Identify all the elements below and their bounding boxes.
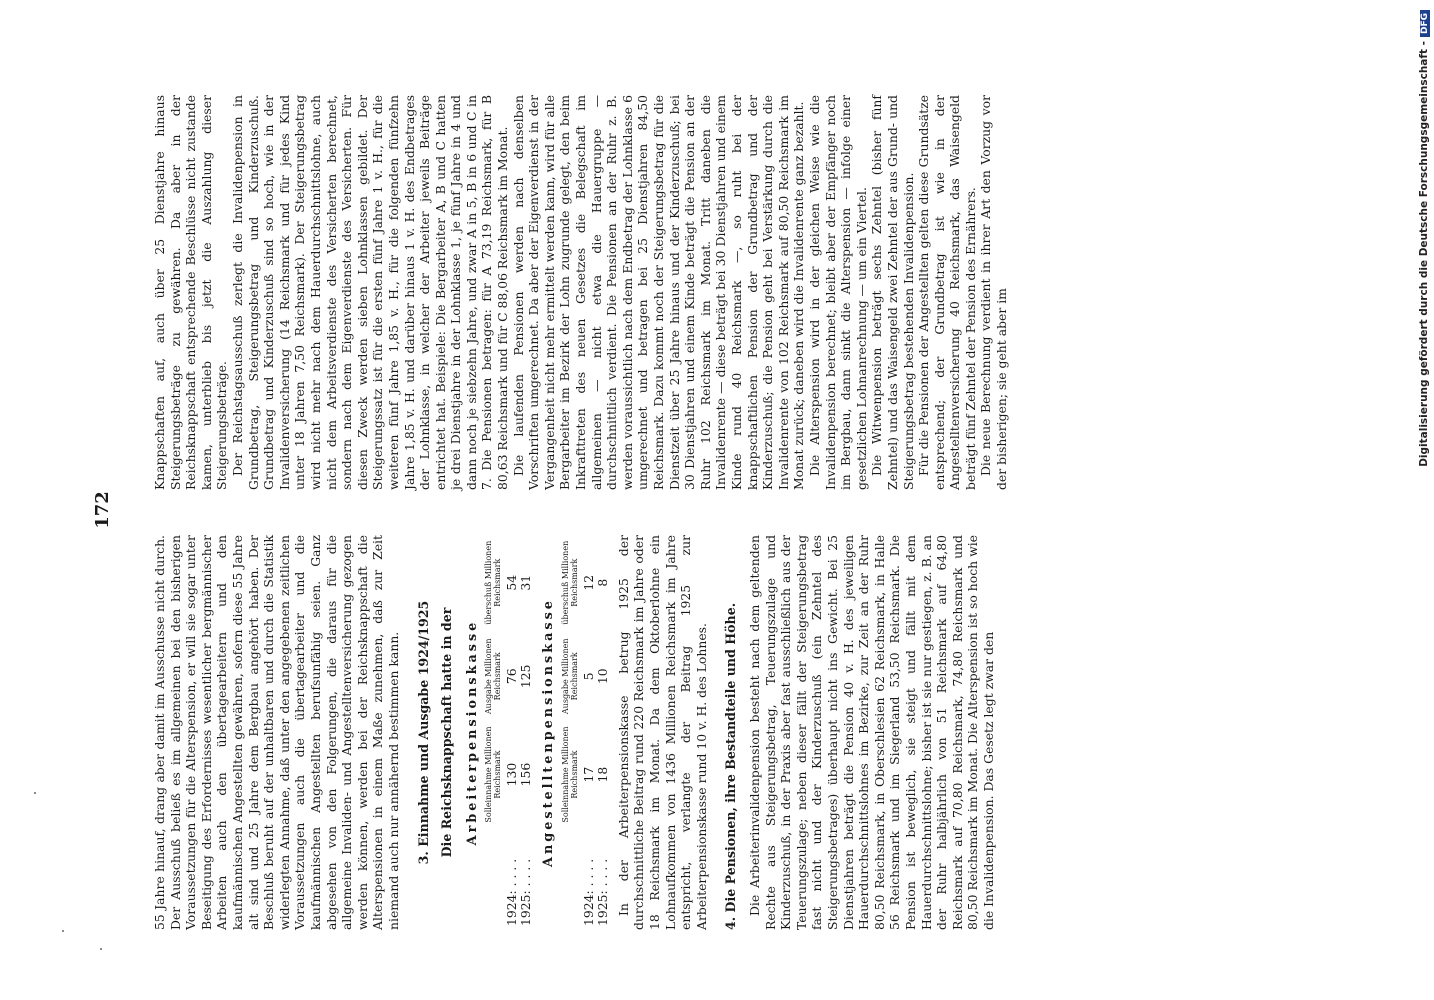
section-heading: 4. Die Pensionen, ihre Bestandteile und Höhe. bbox=[723, 602, 739, 930]
paragraph: Die Witwenpension beträgt sechs Zehntel (bisher fünf Zehntel) und das Waisengeld zwei Zehntel der aus Grund- und Steigerungsbetrag bestehenden Invalidenpension. bbox=[869, 95, 916, 490]
column-header: Solleinnahme Millionen Reichsmark bbox=[484, 726, 503, 823]
arbeiter-pensionskasse-table bbox=[484, 535, 533, 930]
scan-speck bbox=[62, 930, 64, 932]
column-header: überschuß Millionen Reichsmark bbox=[560, 540, 579, 625]
scan-credit-line bbox=[1418, 10, 1434, 990]
right-column bbox=[152, 95, 1010, 490]
paragraph: Der Reichstagsausschuß zerlegt die Invalidenpension in Grundbetrag, Steigerungsbetrag und Kinderzuschuß. Grundbetrag und Kinderzuschuß sind so hoch, wie in der Invalidenversicherung (14 Reichsmark und für jedes Kind unter 18 Jahren 7,50 Reichsmark). Der Steigerungsbetrag wird nicht mehr nach dem Hauerdurchschnittslohne, auch nicht dem Arbeitsverdienste des Versicherten berechnet, sondern nach dem Eigenverdienste des Versicherten. Für diesen Zweck werden sieben Lohnklassen gebildet. Der Steigerungssatz ist für die ersten fünf Jahre 1 v. H., für die weiteren fünf Jahre 1,85 v. H., für die folgenden fünfzehn Jahre 1,85 v. H. und darüber hinaus 1 v. H. des Endbetrages der Lohnklasse, in welcher der Arbeiter jeweils Beiträge entrichtet hat. Beispiele: Die Bergarbeiter A, B und C hatten je drei Dienstjahre in der Lohnklasse 1, je fünf Jahre in 4 und dann noch je siebzehn Jahre, und zwar A in 5, B in 6 und C in 7. Die Pensionen betragen: für A 73,19 Reichsmark, für B 80,63 Reichsmark und für C 88,06 Reichsmark im Monat. bbox=[229, 95, 511, 490]
scan-credit-text: Digitalisierung gefördert durch die Deutsche Forschungsgemeinschaft - bbox=[1418, 41, 1430, 467]
page-number: 172 bbox=[92, 491, 113, 529]
column-header: Ausgabe Millionen Reichsmark bbox=[484, 638, 503, 715]
paragraph: Die laufenden Pensionen werden nach denselben Vorschriften umgerechnet. Da aber der Eigenverdienst in der Vergangenheit nicht mehr ermittelt werden kann, wird für alle Bergarbeiter im Bezirk der Lohn zugrunde gelegt, den beim Inkrafttreten des neuen Gesetzes die Belegschaft im allgemeinen — nicht etwa die Hauergruppe — durchschnittlich verdient. Die Pensionen an der Ruhr z. B. werden voraussichtlich nach dem Endbetrag der Lohnklasse 6 umgerechnet und betragen bei 25 Dienstjahren 84,50 Reichsmark. Dazu kommt noch der Steigerungsbetrag für die Dienstzeit über 25 Jahre hinaus und der Kinderzuschuß; bei 30 Dienstjahren und einem Kinde beträgt die Pension an der Ruhr 102 Reichsmark im Monat. Tritt daneben die Invalidenrente — diese beträgt bei 30 Dienstjahren und einem Kinde rund 40 Reichsmark —, so ruht bei der knappschaftlichen Pension der Grundbetrag und der Kinderzuschuß; die Pension geht bei Verstärkung durch die Invalidenrente von 102 Reichsmark auf 80,50 Reichsmark im Monat zurück; daneben wird die Invalidenrente ganz bezahlt. bbox=[510, 95, 807, 490]
paragraph: Für die Pensionen der Angestellten gelten diese Grundsätze entsprechend; der Grundbetrag ist wie in der Angestelltenversicherung 40 Reichsmark, das Waisengeld beträgt fünf Zehntel der Pension des Ernährers. bbox=[916, 95, 978, 490]
column-header: Ausgabe Millionen Reichsmark bbox=[560, 638, 579, 715]
table-row: 1925: . . . . 18 10 8 bbox=[594, 578, 610, 926]
paragraph: Die Arbeiterinvalidenpension besteht nach dem geltenden Rechte aus Steigerungsbetrag, Teuerungszulage und Kinderzuschuß, in der Praxis aber fast ausschließlich aus der Teuerungszulage; neben dieser fällt der Steigerungsbetrag fast nicht und der Kinderzuschuß (ein Zehntel des Steigerungsbetrages) überhaupt nicht ins Gewicht. Bei 25 Dienstjahren beträgt die Pension 40 v. H. des jeweiligen Hauerdurchschnittslohnes im Bezirke, zur Zeit an der Ruhr 80,50 Reichsmark, in Oberschlesien 62 Reichsmark, in Halle 56 Reichsmark und im Siegerland 53,50 Reichsmark. Die Pension ist beweglich, sie steigt und fällt mit dem Hauerdurchschnittslohne; bisher ist sie nur gestiegen, z. B. an der Ruhr halbjährlich von 51 Reichsmark auf 64,80 Reichsmark auf 70,80 Reichsmark, 74,80 Reichsmark und 80,50 Reichsmark im Monat. Die Alterspension ist so hoch wie die Invalidenpension. Das Gesetz legt zwar den bbox=[747, 535, 996, 930]
table-row: 1924: . . . . 130 76 54 bbox=[504, 574, 520, 926]
table-row: 1924: . . . . 17 5 12 bbox=[580, 574, 596, 926]
paragraph: 55 Jahre hinauf, drang aber damit im Ausschusse nicht durch. Der Ausschuß beließ es im allgemeinen bei den bisherigen Voraussetzungen für die Alterspension, er will sie sogar unter Beseitigung des Erfordernisses wesentlicher bergmännischer Arbeiten auch den übertagearbeitern und den kaufmännischen Angestellten gewähren, sofern diese 55 Jahre alt sind und 25 Jahre dem Bergbau angehört haben. Der Beschluß beruht auf der unhaltbaren und durch die Statistik widerlegten Annahme, daß unter den angegebenen zeitlichen Voraussetzungen auch die übertagearbeiter und die kaufmännischen Angestellten berufsunfähig seien. Ganz abgesehen von den Folgerungen, die daraus für die allgemeine Invaliden- und Angestelltenversicherung gezogen werden können, werden bei der Reichsknappschaft die Alterspensionen in einem Maße zunehmen, daß zur Zeit niemand auch nur annähernd bestimmen kann. bbox=[152, 535, 401, 930]
table-title: Angestelltenpensionskasse bbox=[541, 598, 557, 867]
document-page bbox=[92, 80, 1342, 940]
section-heading: 3. Einnahme und Ausgabe 1924/1925 bbox=[415, 600, 431, 865]
column-header: überschuß Millionen Reichsmark bbox=[484, 540, 503, 625]
table-row: 1925: . . . . 156 125 31 bbox=[518, 574, 534, 926]
left-column bbox=[152, 535, 997, 930]
scan-speck bbox=[100, 948, 102, 950]
paragraph: Knappschaften auf, auch über 25 Dienstjahre hinaus Steigerungsbeträge zu gewähren. Da aber in der Reichsknappschaft entsprechende Beschlüsse nicht zustande kamen, unterblieb bis jetzt die Auszahlung dieser Steigerungsbeträge. bbox=[152, 95, 230, 490]
angestellten-pensionskasse-table bbox=[561, 535, 610, 930]
dfg-logo: DFG bbox=[1420, 10, 1430, 37]
scan-speck bbox=[34, 792, 36, 794]
paragraph: Die Alterspension wird in der gleichen Weise wie die Invalidenpension berechnet; bleibt aber der Empfänger noch im Bergbau, dann sinkt die Alterspension — infolge einer gesetzlichen Lohnanrechnung — um ein Viertel. bbox=[806, 95, 869, 490]
section-subheading: Die Reichsknappschaft hatte in der bbox=[439, 607, 455, 858]
column-header: Solleinnahme Millionen Reichsmark bbox=[560, 726, 579, 823]
table-title: Arbeiterpensionskasse bbox=[464, 619, 480, 846]
paragraph: In der Arbeiterpensionskasse betrug 1925 der durchschnittliche Beitrag rund 220 Reichsmark im Jahre oder 18 Reichsmark im Monat. Da dem Oktoberlohne ein Lohnaufkommen von 1436 Millionen Reichsmark im Jahre entspricht, verlangte der Beitrag 1925 zur Arbeiterpensionskasse rund 10 v. H. des Lohnes. bbox=[615, 535, 709, 930]
paragraph: Die neue Berechnung verdient in ihrer Art den Vorzug vor der bisherigen; sie geht aber im bbox=[978, 95, 1010, 490]
